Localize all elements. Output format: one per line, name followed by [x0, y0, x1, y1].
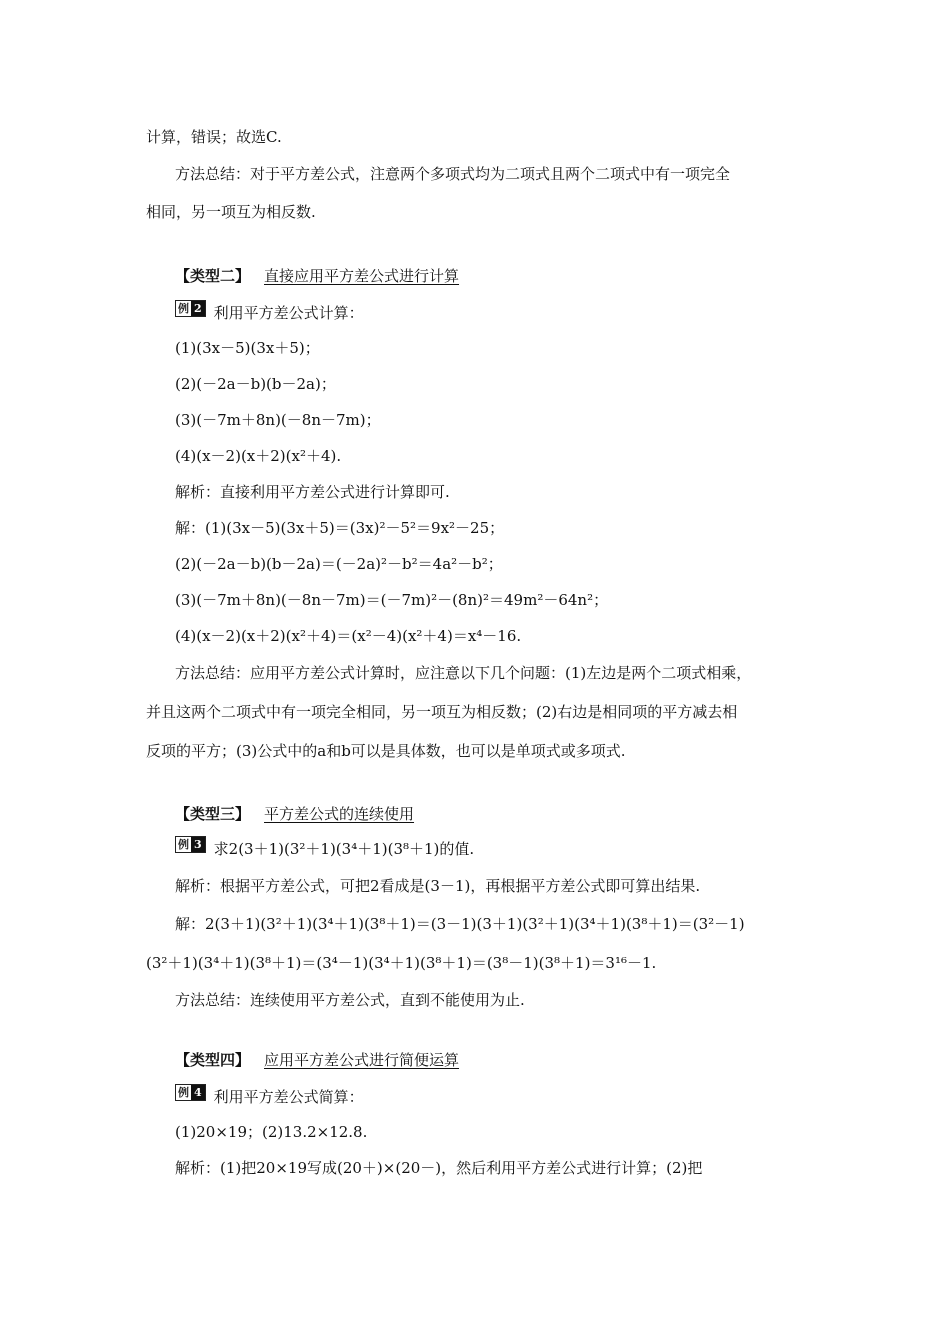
text-line: 并且这两个二项式中有一项完全相同，另一项互为相反数；(2)右边是相同项的平方减去相	[146, 703, 738, 721]
section-title: 平方差公式的连续使用	[264, 805, 415, 823]
example-prompt: 例 2 利用平方差公式计算：	[175, 300, 364, 323]
method-summary: 方法总结：应用平方差公式计算时，应注意以下几个问题：(1)左边是两个二项式相乘，	[175, 664, 752, 682]
example-prompt: 例 3 求2(3＋1)(3²＋1)(3⁴＋1)(3⁸＋1)的值.	[175, 836, 474, 859]
section-heading-type4	[175, 1050, 459, 1070]
section-label: 【类型四】	[175, 1051, 251, 1069]
method-summary: 方法总结：对于平方差公式，注意两个多项式均为二项式且两个二项式中有一项完全	[175, 165, 731, 183]
section-label: 【类型三】	[175, 805, 251, 823]
solution-line: (4)(x－2)(x＋2)(x²＋4)＝(x²－4)(x²＋4)＝x⁴－16.	[175, 627, 522, 645]
question-line: (4)(x－2)(x＋2)(x²＋4).	[175, 447, 342, 465]
text-line: 相同，另一项互为相反数.	[146, 203, 316, 221]
example-prompt: 例 4 利用平方差公式简算：	[175, 1084, 364, 1107]
solution-line: 解：2(3＋1)(3²＋1)(3⁴＋1)(3⁸＋1)＝(3－1)(3＋1)(3²＋1)(3⁴＋1)(3⁸＋1)＝(3²－1)	[175, 915, 745, 933]
text-line: 反项的平方；(3)公式中的a和b可以是具体数，也可以是单项式或多项式.	[146, 742, 626, 760]
analysis-line: 解析：根据平方差公式，可把2看成是(3－1)，再根据平方差公式即可算出结果.	[175, 877, 701, 895]
analysis-line: 解析：直接利用平方差公式进行计算即可.	[175, 483, 450, 501]
example-badge: 例 2	[175, 300, 206, 317]
text-line: 计算，错误；故选C.	[146, 128, 282, 146]
solution-line: (3)(－7m＋8n)(－8n－7m)＝(－7m)²－(8n)²＝49m²－64n²；	[175, 591, 609, 609]
analysis-line: 解析：(1)把20×19写成(20＋)×(20－)，然后利用平方差公式进行计算；(2)把	[175, 1159, 703, 1177]
question-line: (2)(－2a－b)(b－2a)；	[175, 375, 336, 393]
question-line: (1)20×19；(2)13.2×12.8.	[175, 1123, 368, 1141]
section-title: 直接应用平方差公式进行计算	[264, 267, 460, 285]
section-label: 【类型二】	[175, 267, 251, 285]
method-summary: 方法总结：连续使用平方差公式，直到不能使用为止.	[175, 991, 525, 1009]
section-title: 应用平方差公式进行简便运算	[264, 1051, 460, 1069]
example-badge: 例 4	[175, 1084, 206, 1101]
solution-line: 解：(1)(3x－5)(3x＋5)＝(3x)²－5²＝9x²－25；	[175, 519, 505, 537]
solution-line: (2)(－2a－b)(b－2a)＝(－2a)²－b²＝4a²－b²；	[175, 555, 503, 573]
question-line: (3)(－7m＋8n)(－8n－7m)；	[175, 411, 381, 429]
solution-line: (3²＋1)(3⁴＋1)(3⁸＋1)＝(3⁴－1)(3⁴＋1)(3⁸＋1)＝(3⁸－1)(3⁸＋1)＝3¹⁶－1.	[146, 954, 657, 972]
section-heading-type2	[175, 266, 459, 286]
example-badge: 例 3	[175, 836, 206, 853]
section-heading-type3	[175, 804, 414, 824]
question-line: (1)(3x－5)(3x＋5)；	[175, 339, 320, 357]
